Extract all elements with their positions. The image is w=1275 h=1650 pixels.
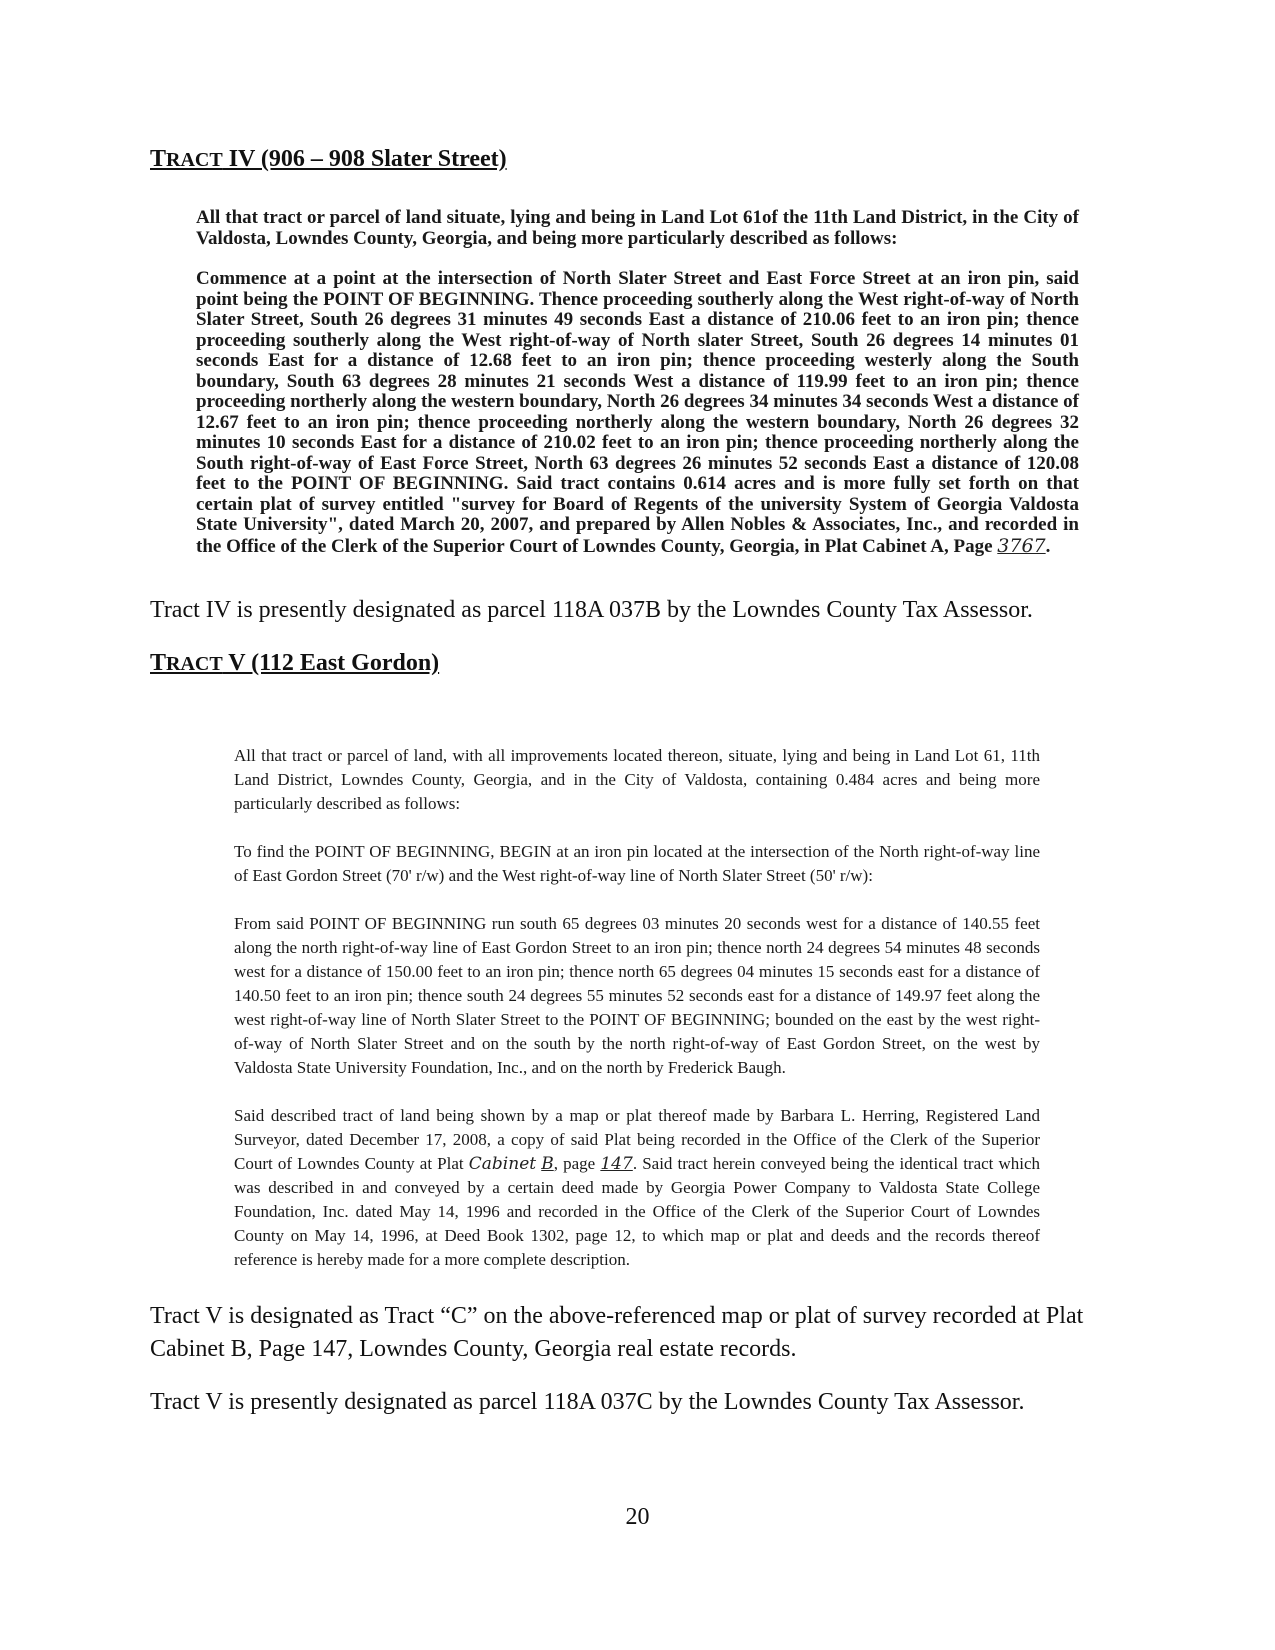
tract-v-scan-paragraph-3: From said POINT OF BEGINNING run south 65 degrees 03 minutes 20 seconds west for a distance of 140.55 feet along the north right-of-way line of East Gordon Street to an iron pin; thence north 24 degrees 54 minutes 48 seconds west for a distance of 150.00 feet to an iron pin; thence north 65 degrees 04 minutes 15 seconds east for a distance of 140.50 feet to an iron pin; thence south 24 degrees 55 minutes 52 seconds east for a distance of 149.97 feet along the west right-of-way line of North Slater Street to the POINT OF BEGINNING; bounded on the east by the west right-of-way of North Slater Street and on the south by the north right-of-way of East Gordon Street, on the west by Valdosta State University Foundation, Inc., and on the north by Frederick Baugh. xyxy=(234,914,1040,1077)
tract-v-scan-paragraph-2: To find the POINT OF BEGINNING, BEGIN at an iron pin located at the intersection of the North right-of-way line of East Gordon Street (70' r/w) and the West right-of-way line of North Slater Street (50' r/w): xyxy=(234,842,1040,885)
tract-iv-heading xyxy=(150,146,507,173)
tract-v-heading-prefix: T xyxy=(150,650,167,676)
tract-iv-legal-description xyxy=(196,208,1079,557)
tract-v-scan-paragraph-4-end: . Said tract herein conveyed being the identical tract which was described in and conveyed by a certain deed made by Georgia Power Company to Valdosta State College Foundation, Inc. dated May 14, 1996 and recorded in the Office of the Clerk of the Superior Court of Lowndes County on May 14, 1996, at Deed Book 1302, page 12, to which map or plat and deeds and the records thereof reference is hereby made for a more complete description. xyxy=(234,1154,1041,1269)
tract-iv-handwritten-page: 3767 xyxy=(997,534,1046,557)
tract-v-heading xyxy=(150,650,439,677)
tract-v-plat-note: Tract V is designated as Tract “C” on the above-referenced map or plat of survey recorded at Plat Cabinet B, Page 147, Lowndes County, Georgia real estate records. xyxy=(150,1303,1084,1362)
tract-v-heading-rest: V (112 East Gordon) xyxy=(222,650,440,676)
tract-v-scan-paragraph-4 xyxy=(234,1104,1040,1272)
tract-v-handwritten-page: 147 xyxy=(600,1154,633,1174)
tract-v-handwritten-cabinet: Cabinet xyxy=(468,1154,537,1174)
tract-iv-scan-paragraph-2 xyxy=(196,269,1079,557)
tract-iv-designation: Tract IV is presently designated as parcel 118A 037B by the Lowndes County Tax Assessor. xyxy=(150,597,1033,623)
tract-iv-scan-end: . xyxy=(1045,535,1051,557)
tract-iv-heading-smallcaps: RACT xyxy=(166,149,223,171)
tract-iv-heading-prefix: T xyxy=(150,146,167,172)
tract-v-heading-smallcaps: RACT xyxy=(166,653,223,675)
tract-v-scan-paragraph-4-start: Said described tract of land being shown by a map or plat thereof made by Barbara L. Herring, Registered Land Surveyor, dated December 17, 2008, a copy of said Plat being recorded in the Office of the Clerk of the Superior Court of Lowndes County at Plat xyxy=(234,1106,1040,1173)
tract-iv-scan-paragraph-2-text: Commence at a point at the intersection of North Slater Street and East Force Street at an iron pin, said point being the POINT OF BEGINNING. Thence proceeding southerly along the West right-of-way of North Slater Street, South 26 degrees 31 minutes 49 seconds East a distance of 210.06 feet to an iron pin; thence proceeding southerly along the West right-of-way of North slater Street, South 26 degrees 14 minutes 01 seconds East for a distance of 12.68 feet to an iron pin; thence proceeding westerly along the South boundary, South 63 degrees 28 minutes 21 seconds West a distance of 119.99 feet to an iron pin; thence proceeding northerly along the western boundary, North 26 degrees 34 minutes 34 seconds West a distance of 12.67 feet to an iron pin; thence proceeding northerly along the western boundary, North 26 degrees 32 minutes 10 seconds East for a distance of 210.02 feet to an iron pin; thence proceeding northerly along the South right-of-way of East Force Street, North 63 degrees 26 minutes 52 seconds East a distance of 120.08 feet to the POINT OF BEGINNING. Said tract contains 0.614 acres and is more fully set forth on that certain plat of survey entitled "survey for Board of Regents of the university System of Georgia Valdosta State University", dated March 20, 2007, and prepared by Allen Nobles & Associates, Inc., and recorded in the Office of the Clerk of the Superior Court of Lowndes County, Georgia, in Plat Cabinet A, Page xyxy=(196,268,1079,557)
tract-v-scan-page-label: , page xyxy=(553,1154,596,1173)
tract-v-handwritten-book-letter: B xyxy=(541,1154,554,1174)
tract-iv-scan-paragraph-1: All that tract or parcel of land situate, lying and being in Land Lot 61of the 11th Land District, in the City of Valdosta, Lowndes County, Georgia, and being more particularly described as follows: xyxy=(196,207,1079,249)
page-number: 20 xyxy=(625,1504,650,1530)
tract-v-legal-description xyxy=(234,744,1040,1296)
tract-v-designation: Tract V is presently designated as parcel 118A 037C by the Lowndes County Tax Assessor. xyxy=(150,1389,1025,1415)
tract-iv-heading-rest: IV (906 – 908 Slater Street) xyxy=(222,146,507,172)
tract-v-scan-paragraph-1: All that tract or parcel of land, with all improvements located thereon, situate, lying and being in Land Lot 61, 11th Land District, Lowndes County, Georgia, and in the City of Valdosta, containing 0.484 acres and being more particularly described as follows: xyxy=(234,746,1040,813)
